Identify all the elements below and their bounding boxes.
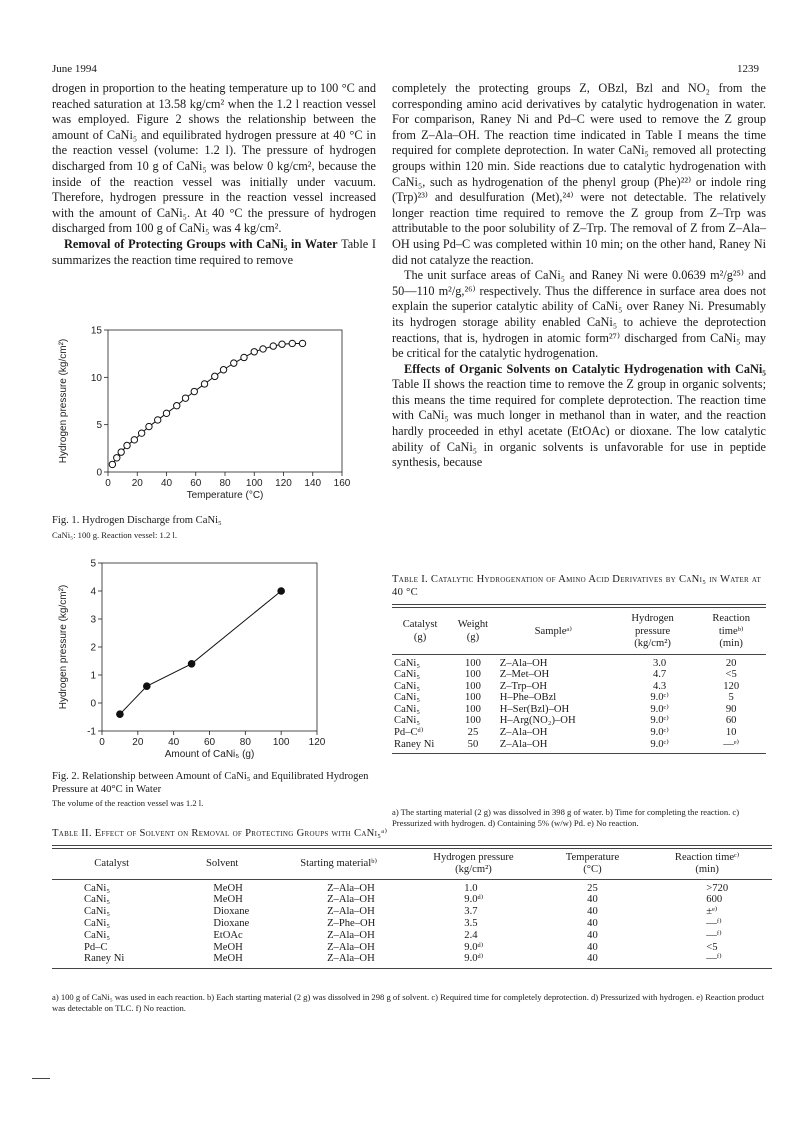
table-1-cell: CaNi₅ (394, 680, 421, 692)
data-point (146, 423, 152, 429)
table-2-cell: Z–Ala–OH (327, 906, 375, 918)
table-row (392, 692, 766, 704)
data-point (220, 367, 226, 373)
table-1-cell: H–Ser(Bzl)–OH (499, 703, 570, 715)
table-1-cell: <5 (725, 669, 737, 681)
table-1-cell: 10 (725, 727, 737, 739)
table-2-header-3: Hydrogen pressure (kg/cm²) (404, 852, 542, 879)
table-2-top-rule (52, 845, 772, 849)
data-point (191, 388, 197, 394)
table-2-cell: 40 (587, 953, 598, 965)
table-row (52, 930, 772, 942)
data-point (117, 711, 124, 718)
table-1-cell: 3.0 (652, 657, 667, 669)
table-2-cell: ±ᵉ⁾ (706, 906, 718, 918)
right-column (392, 81, 766, 471)
table-2-cell: MeOH (213, 953, 243, 965)
data-point (131, 437, 137, 443)
table-2-cell: Z–Ala–OH (327, 953, 375, 965)
table-2-header-0: Catalyst (52, 852, 171, 879)
figure-1-subcaption: CaNi₅: 100 g. Reaction vessel: 1.2 l. (52, 530, 177, 540)
table-1-cell: CaNi₅ (394, 669, 421, 681)
table-1-cell: Z–Trp–OH (499, 680, 548, 692)
data-point (182, 395, 188, 401)
table-2-cell: 9.0ᵈ⁾ (464, 941, 484, 953)
table-1-cell: 4.7 (652, 669, 667, 681)
x-tick-label: 100 (245, 478, 263, 489)
table-2-cell: 40 (587, 941, 598, 953)
table-1-cell: 20 (725, 657, 737, 669)
table-2-cell: 25 (587, 882, 598, 894)
table-2-cell: Z–Ala–OH (327, 941, 375, 953)
table-2-cell: CaNi₅ (84, 906, 111, 918)
right-paragraph-1: completely the protecting groups Z, OBzl, Bzl and NO₂ from the corresponding amino acid derivatives by catalytic hydrogenation in water. For comparison, Raney Ni and Pd–C were used to remove the Z group from Z–Ala–OH. The reaction time indicated in Table I means the time required for complete deprotection. In water CaNi₅ removed all protecting groups within 120 min. Side reactions due to catalytic hydrogenation with CaNi₅, such as hydrogenation of the phenyl group (Phe)²²⁾ or indole ring (Trp)²³⁾ and desulfuration (Met),²⁴⁾ were not detectable. The relatively longer reaction time required to remove the Z group from Z–Trp was attributable to the poor solubility of Z–Trp. The removal of Z from Z–Ala–OH using Pd–C was completed within 10 min; on the other hand, Raney Ni did not catalyze the reaction. (392, 81, 766, 267)
table-row (392, 681, 766, 693)
table-2-cell: Pd–C (84, 941, 108, 953)
figure-2-chart (52, 555, 372, 765)
table-2-cell: 3.7 (464, 906, 478, 918)
table-2-cell: Z–Phe–OH (327, 917, 376, 929)
table-1-cell: H–Arg(NO₂)–OH (499, 715, 576, 727)
x-tick-label: 0 (99, 737, 105, 748)
data-point (118, 449, 124, 455)
plot-frame (102, 563, 317, 731)
series-line (120, 591, 281, 714)
x-tick-label: 120 (275, 478, 292, 489)
data-point (114, 455, 120, 461)
data-point (231, 360, 237, 366)
x-tick-label: 20 (131, 478, 143, 489)
y-tick-label: 0 (96, 467, 102, 479)
table-2-cell: MeOH (213, 882, 243, 894)
table-2-cell: Z–Ala–OH (327, 929, 375, 941)
data-point (251, 349, 257, 355)
table-2-cell: MeOH (213, 941, 243, 953)
table-1-cell: CaNi₅ (394, 715, 421, 727)
table-1-title: Table I. Catalytic Hydrogenation of Amino Acid Derivatives by CaNi₅ in Water at 40 °C (392, 574, 762, 598)
table-2-header-5: Reaction timeᶜ⁾ (min) (642, 852, 772, 879)
table-1-cell: 120 (723, 680, 740, 692)
table-row (52, 918, 772, 930)
table-2-cell: MeOH (213, 894, 243, 906)
right-paragraph-2: The unit surface areas of CaNi₅ and Raney Ni were 0.0639 m²/g²⁵⁾ and 50—110 m²/g,²⁶⁾ respectively. Thus the difference in surface area does not explain the superior catalytic ability of CaNi₅ over Raney Ni. Presumably its hydrogen storage ability enabled CaNi₅ to achieve the deprotection reactions, that is, hydrogen in atomic form²⁷⁾ discharged from CaNi₅ may be critical for the catalytic hydrogenation. (392, 268, 766, 361)
table-1-cell: 100 (464, 669, 481, 681)
y-tick-label: 10 (90, 372, 102, 384)
data-point (109, 461, 115, 467)
y-tick-label: -1 (87, 726, 96, 738)
table-1 (392, 613, 766, 754)
table-2-cell: 9.0ᵈ⁾ (464, 953, 484, 965)
table-1-cell: CaNi₅ (394, 703, 421, 715)
section-heading-water: Removal of Protecting Groups with CaNi₅ in Water (64, 236, 338, 251)
table-1-cell: Z–Ala–OH (499, 657, 548, 669)
table-2-cell: CaNi₅ (84, 929, 111, 941)
data-point (138, 430, 144, 436)
table-row (392, 715, 766, 727)
figure-2-subcaption: The volume of the reaction vessel was 1.2 l. (52, 798, 204, 808)
table-1-cell: CaNi₅ (394, 657, 421, 669)
x-tick-label: 60 (203, 737, 216, 748)
header-date: June 1994 (52, 63, 97, 75)
data-point (143, 683, 150, 690)
table-2-cell: —ᶠ⁾ (706, 917, 722, 929)
x-tick-label: 40 (168, 737, 180, 748)
table-1-cell: 9.0ᶜ⁾ (650, 738, 669, 750)
x-tick-label: 80 (239, 737, 251, 748)
plot-frame (108, 330, 342, 472)
table-1-cell: 4.3 (652, 680, 667, 692)
table-1-header-1: Weight (g) (448, 613, 498, 654)
table-2-cell: Raney Ni (84, 953, 125, 965)
table-1-header-0: Catalyst (g) (392, 613, 448, 654)
x-tick-label: 20 (132, 737, 144, 748)
table-row (52, 894, 772, 906)
section-heading-organic: Effects of Organic Solvents on Catalytic Hydrogenation with CaNi₅ (404, 361, 766, 376)
data-point (212, 373, 218, 379)
data-point (124, 442, 130, 448)
table-2-cell: 40 (587, 906, 598, 918)
table-1-cell: 60 (725, 715, 737, 727)
table-2-cell: <5 (706, 941, 718, 953)
table-1-cell: 25 (467, 727, 479, 739)
table-2-cell: 2.4 (464, 929, 478, 941)
table-2-title: Table II. Effect of Solvent on Removal of Protecting Groups with CaNi₅ᵃ⁾ (52, 828, 388, 839)
header-page-number: 1239 (737, 63, 759, 75)
x-axis-label: Temperature (°C) (186, 490, 264, 501)
figure-2-caption: Fig. 2. Relationship between Amount of CaNi₅ and Equilibrated Hydrogen Pressure at 40°C in Water (52, 771, 369, 795)
table-1-cell: 9.0ᶜ⁾ (650, 727, 669, 739)
table-2-cell: 40 (587, 929, 598, 941)
figure-1-chart (52, 316, 372, 504)
table-2-cell: 3.5 (464, 917, 478, 929)
x-tick-label: 40 (160, 478, 173, 489)
table-row (52, 953, 772, 965)
data-point (278, 588, 285, 595)
table-row (392, 669, 766, 681)
x-tick-label: 120 (308, 737, 326, 748)
x-tick-label: 0 (105, 478, 111, 489)
series-line (112, 343, 302, 464)
table-2-cell: 1.0 (464, 882, 478, 894)
table-2 (52, 852, 772, 969)
table-1-cell: 9.0ᶜ⁾ (650, 692, 669, 704)
table-1-cell: 9.0ᶜ⁾ (650, 715, 669, 727)
y-tick-label: 2 (90, 642, 96, 654)
data-point (299, 340, 305, 346)
left-column (52, 81, 376, 268)
x-tick-label: 160 (333, 478, 351, 489)
table-1-header-2: Sampleᵃ⁾ (498, 613, 609, 654)
table-2-header-1: Solvent (171, 852, 273, 879)
table-2-cell: 9.0ᵈ⁾ (464, 894, 484, 906)
table-row (52, 942, 772, 954)
y-tick-label: 1 (90, 670, 96, 682)
table-row (392, 739, 766, 751)
y-tick-label: 15 (90, 325, 102, 337)
table-1-cell: Raney Ni (394, 738, 435, 750)
table-2-cell: —ᶠ⁾ (706, 953, 722, 965)
table-2-header-4: Temperature (°C) (543, 852, 643, 879)
table-1-cell: Z–Met–OH (499, 669, 550, 681)
table-2-header-2: Starting materialᵇ⁾ (273, 852, 404, 879)
table-row (52, 883, 772, 895)
table-1-cell: 90 (725, 703, 737, 715)
data-point (270, 343, 276, 349)
table-1-cell: H–Phe–OBzl (499, 692, 557, 704)
x-tick-label: 60 (190, 478, 202, 489)
table-2-cell: EtOAc (213, 929, 243, 941)
table-1-cell: CaNi₅ (394, 692, 421, 704)
y-tick-label: 5 (90, 558, 96, 570)
y-tick-label: 0 (90, 698, 96, 710)
x-tick-label: 140 (304, 478, 322, 489)
data-point (163, 410, 169, 416)
y-tick-label: 3 (90, 614, 96, 626)
y-axis-label: Hydrogen pressure (kg/cm²) (58, 338, 69, 464)
left-paragraph-2: Table I summarizes the reaction time required to remove (52, 236, 377, 267)
right-paragraph-3: Table II shows the reaction time to remove the Z group in organic solvents; this means the time required for complete deprotection. The reaction time with CaNi₅ was much longer in methanol than in water, and the reaction hardly proceeded in ethyl acetate (EtOAc) or dioxane. The low catalytic ability of CaNi₅ in organic solvents is unfavorable for use in peptide synthesis, because (392, 377, 766, 470)
table-1-footnote: a) The starting material (2 g) was dissolved in 398 g of water. b) Time for completing the reaction. c) Pressurized with hydrogen. d) Containing 5% (w/w) Pd. e) No reaction. (392, 807, 740, 828)
table-1-cell: 50 (467, 738, 479, 750)
table-row (392, 727, 766, 739)
table-row (392, 704, 766, 716)
data-point (279, 341, 285, 347)
table-2-cell: CaNi₅ (84, 894, 111, 906)
data-point (241, 354, 247, 360)
table-1-header-4: Reaction timeᵇ⁾ (min) (696, 613, 766, 654)
figure-1-caption: Fig. 1. Hydrogen Discharge from CaNi₅ (52, 515, 222, 526)
table-1-cell: —ᵉ⁾ (723, 738, 740, 750)
table-1-cell: 100 (464, 703, 481, 715)
margin-mark (32, 1078, 50, 1079)
table-2-cell: Dioxane (213, 917, 250, 929)
data-point (201, 381, 207, 387)
table-1-cell: 100 (464, 657, 481, 669)
data-point (155, 417, 161, 423)
left-paragraph-1: drogen in proportion to the heating temperature up to 100 °C and reached saturation at 13.58 kg/cm² when the 1.2 l reaction vessel was employed. Figure 2 shows the relationship between the amount of CaNi₅ and equilibrated hydrogen pressure at 40 °C in the reaction vessel (volume: 1.2 l). The pressure of hydrogen discharged from 10 g of CaNi₅ was below 0 kg/cm², because the inside of the reaction vessel was initially under vacuum. Therefore, hydrogen pressure in the reaction vessel increased with the amount of CaNi₅. At 40 °C the pressure of hydrogen discharged from 100 g of CaNi₅ was 4 kg/cm². (52, 81, 376, 236)
table-row (52, 906, 772, 918)
table-2-cell: CaNi₅ (84, 882, 111, 894)
table-1-header-3: Hydrogen pressure (kg/cm²) (609, 613, 697, 654)
table-1-cell: 9.0ᶜ⁾ (650, 703, 669, 715)
table-1-cell: Z–Ala–OH (499, 738, 548, 750)
table-2-cell: CaNi₅ (84, 917, 111, 929)
table-2-cell: 40 (587, 894, 598, 906)
table-2-cell: —ᶠ⁾ (706, 929, 722, 941)
table-2-cell: Z–Ala–OH (327, 894, 375, 906)
table-row (392, 658, 766, 670)
table-1-cell: 100 (464, 715, 481, 727)
table-1-cell: 100 (464, 692, 481, 704)
x-axis-label: Amount of CaNi₅ (g) (164, 749, 255, 760)
y-axis-label: Hydrogen pressure (kg/cm²) (58, 584, 69, 710)
data-point (188, 661, 195, 668)
x-tick-label: 100 (272, 737, 290, 748)
table-1-top-rule (392, 604, 766, 608)
data-point (289, 340, 295, 346)
data-point (174, 403, 180, 409)
table-1-cell: Z–Ala–OH (499, 727, 548, 739)
table-2-cell: Dioxane (213, 906, 250, 918)
table-2-cell: 600 (706, 894, 723, 906)
y-tick-label: 5 (96, 420, 102, 432)
table-2-cell: Z–Ala–OH (327, 882, 375, 894)
table-2-cell: 40 (587, 917, 598, 929)
table-2-footnote: a) 100 g of CaNi₅ was used in each reaction. b) Each starting material (2 g) was dissolved in 298 g of solvent. c) Required time for completely deprotection. d) Pressurized with hydrogen. e) Reaction product was detectable on TLC. f) No reaction. (52, 992, 765, 1013)
data-point (260, 346, 266, 352)
x-tick-label: 80 (219, 478, 231, 489)
table-2-cell: >720 (706, 882, 729, 894)
table-1-cell: 100 (464, 680, 481, 692)
table-1-cell: Pd–Cᵈ⁾ (394, 727, 424, 739)
table-1-cell: 5 (728, 692, 734, 704)
y-tick-label: 4 (90, 586, 96, 598)
